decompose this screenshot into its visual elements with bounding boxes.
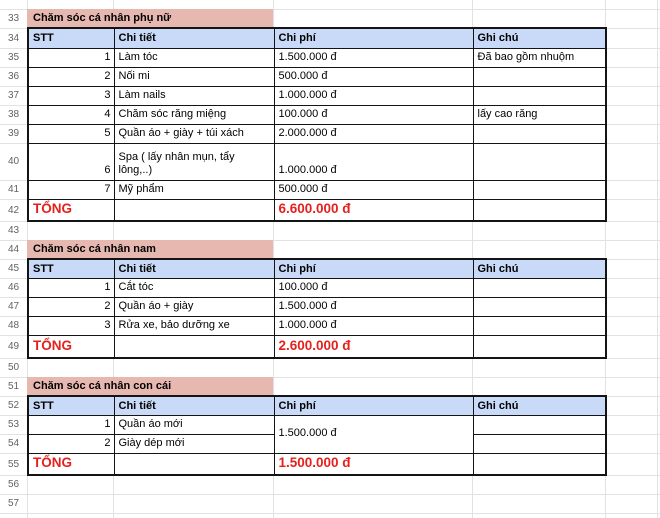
- cell-cost-merged[interactable]: 1.500.000 đ: [274, 415, 473, 453]
- table-row: [28, 415, 606, 434]
- cell-note[interactable]: [473, 86, 606, 105]
- cell-detail[interactable]: Cắt tóc: [114, 278, 274, 297]
- cell-detail[interactable]: [114, 335, 274, 358]
- gridline-horizontal: [0, 494, 660, 495]
- table-row: [28, 316, 606, 335]
- row-number[interactable]: 47: [7, 301, 20, 312]
- expense-table-men: [27, 258, 607, 359]
- gridline-horizontal: [0, 513, 660, 514]
- cell-stt[interactable]: 3: [28, 86, 114, 105]
- row-number[interactable]: 39: [7, 128, 20, 139]
- cell-detail[interactable]: Quần áo + giày: [114, 297, 274, 316]
- row-number[interactable]: 55: [7, 458, 20, 470]
- header-cell-detail[interactable]: Chi tiết: [114, 259, 274, 278]
- cell-cost[interactable]: 100.000 đ: [274, 105, 473, 124]
- cell-stt[interactable]: 2: [28, 297, 114, 316]
- row-number[interactable]: 34: [7, 32, 20, 44]
- header-cell-note[interactable]: Ghi chú: [473, 28, 606, 48]
- row-number[interactable]: 35: [7, 52, 20, 63]
- cell-detail[interactable]: Làm nails: [114, 86, 274, 105]
- cell-note[interactable]: [473, 180, 606, 199]
- cell-stt[interactable]: 4: [28, 105, 114, 124]
- header-cell-detail[interactable]: Chi tiết: [114, 28, 274, 48]
- row-number[interactable]: 53: [7, 419, 20, 430]
- row-number[interactable]: 51: [7, 381, 20, 392]
- cell-note[interactable]: [473, 297, 606, 316]
- cell-stt[interactable]: 7: [28, 180, 114, 199]
- table-row: [28, 105, 606, 124]
- cell-note[interactable]: lấy cao răng: [473, 105, 606, 124]
- header-row: [28, 396, 606, 415]
- cell-detail[interactable]: Rửa xe, bảo dưỡng xe: [114, 316, 274, 335]
- header-cell-cost[interactable]: Chi phí: [274, 259, 473, 278]
- cell-cost[interactable]: 1.500.000 đ: [274, 48, 473, 67]
- header-cell-stt[interactable]: STT: [28, 396, 114, 415]
- cell-note[interactable]: [473, 199, 606, 221]
- total-row: [28, 335, 606, 358]
- row-number[interactable]: 46: [7, 282, 20, 293]
- row-number[interactable]: 44: [7, 244, 20, 255]
- row-number[interactable]: 48: [7, 320, 20, 331]
- header-row: [28, 28, 606, 48]
- section-title-men[interactable]: Chăm sóc cá nhân nam: [27, 240, 273, 259]
- cell-note[interactable]: [473, 453, 606, 475]
- row-number[interactable]: 43: [7, 225, 20, 236]
- cell-cost[interactable]: 100.000 đ: [274, 278, 473, 297]
- total-value[interactable]: 2.600.000 đ: [274, 335, 473, 358]
- header-row: [28, 259, 606, 278]
- cell-stt[interactable]: 3: [28, 316, 114, 335]
- cell-detail[interactable]: Quần áo + giày + túi xách: [114, 124, 274, 143]
- cell-cost[interactable]: 1.000.000 đ: [274, 143, 473, 180]
- total-value[interactable]: 1.500.000 đ: [274, 453, 473, 475]
- cell-cost[interactable]: 2.000.000 đ: [274, 124, 473, 143]
- row-number[interactable]: 57: [7, 498, 20, 509]
- cell-stt[interactable]: 2: [28, 434, 114, 453]
- cell-stt[interactable]: 5: [28, 124, 114, 143]
- cell-detail[interactable]: [114, 199, 274, 221]
- cell-note[interactable]: [473, 415, 606, 434]
- cell-detail[interactable]: Spa ( lấy nhân mụn, tẩy lông,..): [114, 143, 274, 180]
- table-row: [28, 67, 606, 86]
- table-row: [28, 124, 606, 143]
- row-number[interactable]: 54: [7, 438, 20, 449]
- row-number[interactable]: 40: [7, 156, 20, 167]
- cell-note[interactable]: [473, 278, 606, 297]
- table-row: [28, 180, 606, 199]
- header-cell-note[interactable]: Ghi chú: [473, 259, 606, 278]
- row-number[interactable]: 42: [7, 204, 20, 216]
- cell-stt[interactable]: 1: [28, 278, 114, 297]
- row-number[interactable]: 41: [7, 184, 20, 195]
- cell-detail[interactable]: Nối mi: [114, 67, 274, 86]
- row-number[interactable]: 36: [7, 71, 20, 82]
- table-row: [28, 48, 606, 67]
- cell-detail[interactable]: Chăm sóc răng miệng: [114, 105, 274, 124]
- total-value[interactable]: 6.600.000 đ: [274, 199, 473, 221]
- cell-note[interactable]: [473, 67, 606, 86]
- table-row: [28, 278, 606, 297]
- total-label[interactable]: TỔNG: [28, 453, 114, 475]
- table-row: [28, 86, 606, 105]
- total-row: [28, 199, 606, 221]
- cell-note[interactable]: [473, 434, 606, 453]
- row-number[interactable]: 52: [7, 400, 20, 411]
- total-label[interactable]: TỔNG: [28, 335, 114, 358]
- cell-cost[interactable]: 1.000.000 đ: [274, 316, 473, 335]
- header-cell-cost[interactable]: Chi phí: [274, 28, 473, 48]
- row-number[interactable]: 50: [7, 362, 20, 373]
- total-row: [28, 453, 606, 475]
- cell-note[interactable]: [473, 124, 606, 143]
- table-row: [28, 297, 606, 316]
- header-cell-cost[interactable]: Chi phí: [274, 396, 473, 415]
- cell-detail[interactable]: Mỹ phẩm: [114, 180, 274, 199]
- cell-cost[interactable]: 500.000 đ: [274, 180, 473, 199]
- row-number[interactable]: 33: [7, 13, 20, 24]
- section-title-women[interactable]: Chăm sóc cá nhân phụ nữ: [27, 9, 273, 28]
- cell-stt[interactable]: 1: [28, 415, 114, 434]
- cell-stt[interactable]: 1: [28, 48, 114, 67]
- cell-cost[interactable]: 1.000.000 đ: [274, 86, 473, 105]
- cell-note[interactable]: Đã bao gồm nhuộm: [473, 48, 606, 67]
- cell-note[interactable]: [473, 335, 606, 358]
- cell-stt[interactable]: 6: [28, 143, 114, 180]
- cell-detail[interactable]: Quần áo mới: [114, 415, 274, 434]
- expense-table-women: [27, 27, 607, 222]
- header-cell-stt[interactable]: STT: [28, 28, 114, 48]
- row-number[interactable]: 49: [7, 341, 20, 352]
- table-row: [28, 143, 606, 180]
- header-cell-detail[interactable]: Chi tiết: [114, 396, 274, 415]
- row-number[interactable]: 56: [7, 479, 20, 490]
- row-number[interactable]: 45: [7, 263, 20, 274]
- cell-cost[interactable]: 1.500.000 đ: [274, 297, 473, 316]
- row-number[interactable]: 38: [7, 109, 20, 120]
- cell-stt[interactable]: 2: [28, 67, 114, 86]
- section-title-children[interactable]: Chăm sóc cá nhân con cái: [27, 377, 273, 396]
- cell-detail[interactable]: Làm tóc: [114, 48, 274, 67]
- cell-detail[interactable]: [114, 453, 274, 475]
- row-number[interactable]: 37: [7, 90, 20, 101]
- expense-table-children: [27, 395, 607, 476]
- total-label[interactable]: TỔNG: [28, 199, 114, 221]
- cell-cost[interactable]: 500.000 đ: [274, 67, 473, 86]
- cell-note[interactable]: [473, 143, 606, 180]
- header-cell-stt[interactable]: STT: [28, 259, 114, 278]
- cell-detail[interactable]: Giày dép mới: [114, 434, 274, 453]
- header-cell-note[interactable]: Ghi chú: [473, 396, 606, 415]
- cell-note[interactable]: [473, 316, 606, 335]
